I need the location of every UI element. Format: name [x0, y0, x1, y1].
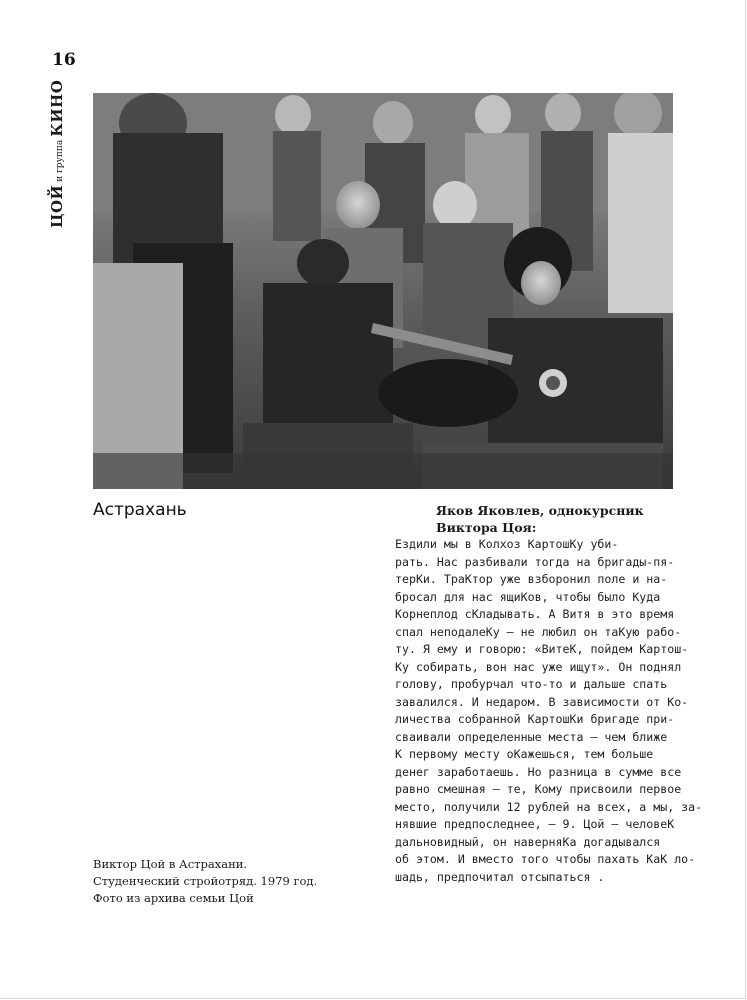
body-line: терКи. ТраКтор уже взборонил поле и на-	[395, 572, 668, 586]
black-and-white-photo	[93, 93, 673, 489]
speaker-line-2: Виктора Цоя:	[436, 520, 537, 535]
body-line: рать. Нас разбивали тогда на бригады-пя-	[395, 554, 675, 569]
caption-line-2: Студенческий стройотряд. 1979 год.	[93, 874, 318, 888]
photo-caption	[93, 856, 353, 907]
quote-body	[395, 536, 703, 886]
body-line: сваивали определенные места – чем ближе	[395, 729, 668, 744]
body-line: место, получили 12 рублей на всех, а мы, за-	[395, 799, 703, 814]
section-heading: Астрахань	[93, 500, 187, 520]
body-line: личества собранной КартошКи бригаде при-	[395, 712, 675, 726]
body-line: дальновидный, он наверняКа догадывался	[395, 834, 661, 849]
running-title	[48, 79, 72, 228]
body-line: Корнеплод сКладывать. А Витя в это время	[395, 607, 675, 621]
body-line: ту. Я ему и говорю: «ВитеК, пойдем Картош-	[395, 642, 689, 656]
caption-line-1: Виктор Цой в Астрахани.	[93, 857, 248, 871]
caption-line-3: Фото из архива семьи Цой	[93, 891, 254, 905]
body-line: завалился. И недаром. В зависимости от Ко-	[395, 694, 689, 709]
page-number: 16	[52, 50, 76, 70]
running-title-kino: КИНО	[48, 79, 66, 137]
running-title-tsoi: ЦОЙ	[48, 184, 66, 228]
body-line: К первому месту оКажешься, тем больше	[395, 747, 654, 761]
running-title-connector: и группа	[55, 139, 65, 182]
body-line: Ку собирать, вон нас уже ищут». Он поднял	[395, 659, 682, 674]
body-line: равно смешная – те, Кому присвоили первое	[395, 782, 682, 796]
body-line: об этом. И вместо того чтобы пахать КаК ло-	[395, 852, 696, 866]
body-line: нявшие предпоследнее, – 9. Цой – человеК	[395, 817, 675, 831]
body-line: Ездили мы в Колхоз КартошКу уби-	[395, 537, 619, 551]
body-line: голову, пробурчал что-то и дальше спать	[395, 677, 668, 691]
body-line: спал неподалеКу – не любил он таКую рабо-	[395, 624, 682, 639]
body-line: бросал для нас ящиКов, чтобы было Куда	[395, 589, 661, 604]
speaker-attribution	[436, 502, 676, 536]
body-line: денег заработаешь. Но разница в сумме все	[395, 764, 682, 779]
body-line: шадь, предпочитал отсыпаться .	[395, 869, 605, 884]
speaker-line-1: Яков Яковлев, однокурсник	[436, 503, 644, 518]
